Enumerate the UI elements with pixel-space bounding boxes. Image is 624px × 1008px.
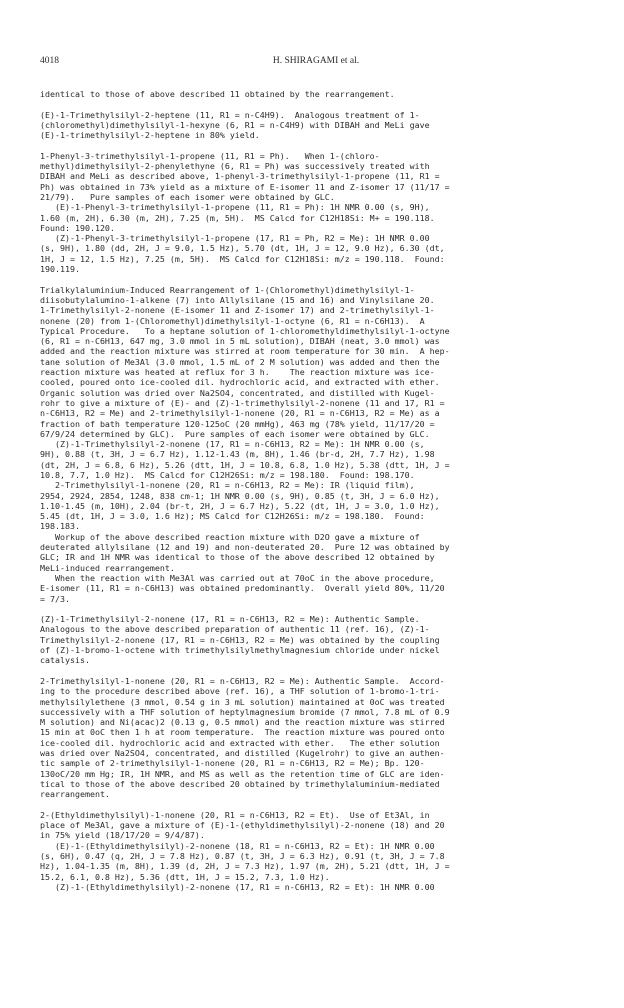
running-title: H. SHIRAGAMI et al.: [272, 56, 360, 66]
text-line: place of Me3Al, gave a mixture of (E)-1-(ethyldimethylsilyl)-2-nonene (18) and 20: [40, 820, 445, 831]
text-line: (E)-1-Trimethylsilyl-2-heptene (11, R1 = n-C4H9). Analogous treatment of 1-: [40, 109, 420, 120]
text-line: added and the reaction mixture was stirred at room temperature for 30 min. A hep-: [40, 346, 450, 357]
text-line: catalysis.: [40, 655, 90, 666]
text-line: MeLi-induced rearrangement.: [40, 562, 175, 573]
text-line: 15.2, 6.1, 0.8 Hz), 5.36 (dtt, 1H, J = 15.2, 7.3, 1.0 Hz).: [40, 871, 330, 882]
paragraph: [40, 110, 592, 141]
text-line: DIBAH and MeLi as described above, 1-phenyl-3-trimethylsilyl-1-propene (11, R1 =: [40, 171, 440, 182]
text-line: Organic solution was dried over Na2SO4, concentrated, and distilled with Kugel-: [40, 387, 435, 398]
text-line: Found: 190.120.: [40, 222, 115, 233]
paragraph: [40, 614, 592, 665]
text-line: identical to those of above described 11 obtained by the rearrangement.: [40, 89, 395, 99]
text-line: methyl)dimethylsilyl-2-phenylethyne (6, R1 = Ph) was successively treated with: [40, 161, 430, 172]
text-line: 1.10-1.45 (m, 10H), 2.04 (br-t, 2H, J = 6.7 Hz), 5.22 (dt, 1H, J = 3.0, 1.0 Hz),: [40, 500, 440, 511]
text-line: diisobutylalumino-1-alkene (7) into Allylsilane (15 and 16) and Vinylsilane 20.: [40, 294, 435, 305]
text-line: fraction of bath temperature 120-125oC (20 mmHg), 463 mg (78% yield, 11/17/20 =: [40, 418, 435, 429]
text-line: 15 min at 0oC then 1 h at room temperature. The reaction mixture was poured onto: [40, 727, 445, 738]
text-line: 2-(Ethyldimethylsilyl)-1-nonene (20, R1 = n-C6H13, R2 = Et). Use of Et3Al, in: [40, 809, 430, 820]
text-line: 2-Trimethylsilyl-1-nonene (20, R1 = n-C6H13, R2 = Me): IR (liquid film),: [40, 480, 415, 491]
text-line: 5.45 (dt, 1H, J = 3.0, 1.6 Hz); MS Calcd for C12H26Si: m/z = 198.180. Found:: [40, 511, 425, 522]
text-line: (Z)-1-(Ethyldimethylsilyl)-2-nonene (17, R1 = n-C6H13, R2 = Et): 1H NMR 0.00: [40, 881, 435, 892]
text-line: tane solution of Me3Al (3.0 mmol, 1.5 mL of 2 M solution) was added and then the: [40, 356, 440, 367]
text-line: 67/9/24 determined by GLC). Pure samples of each isomer were obtained by GLC.: [40, 428, 430, 439]
text-line: methylsilylethene (3 mmol, 0.54 g in 3 mL solution) maintained at 0oC was treated: [40, 696, 445, 707]
text-line: (s, 6H), 0.47 (q, 2H, J = 7.8 Hz), 0.87 (t, 3H, J = 6.3 Hz), 0.91 (t, 3H, J = 7.8: [40, 850, 445, 861]
text-line: successively with a THF solution of heptylmagnesium bromide (7 mmol, 7.8 mL of 0.9: [40, 706, 450, 717]
text-line: n-C6H13, R2 = Me) and 2-trimethylsilyl-1-nonene (20, R1 = n-C6H13, R2 = Me) as a: [40, 408, 440, 419]
text-line: (Z)-1-Trimethylsilyl-2-nonene (17, R1 = n-C6H13, R2 = Me): Authentic Sample.: [40, 614, 420, 625]
text-line: reaction mixture was heated at reflux for 3 h. The reaction mixture was ice-: [40, 367, 435, 378]
text-line: cooled, poured onto ice-cooled dil. hydrochloric acid, and extracted with ether.: [40, 377, 440, 388]
text-line: 190.119.: [40, 264, 80, 275]
text-line: (6, R1 = n-C6H13, 647 mg, 3.0 mmol in 5 mL solution), DIBAH (neat, 3.0 mmol) was: [40, 336, 440, 347]
text-line: GLC; IR and 1H NMR was identical to those of the above described 12 obtained by: [40, 552, 435, 563]
text-line: E-isomer (11, R1 = n-C6H13) was obtained predominantly. Overall yield 80%, 11/20: [40, 583, 445, 594]
text-line: 9H), 0.88 (t, 3H, J = 6.7 Hz), 1.12-1.43 (m, 8H), 1.46 (br-d, 2H, 7.7 Hz), 1.98: [40, 449, 435, 460]
text-line: (Z)-1-Trimethylsilyl-2-nonene (17, R1 = n-C6H13, R2 = Me): 1H NMR 0.00 (s,: [40, 439, 425, 450]
text-line: rearrangement.: [40, 789, 110, 800]
text-line: ice-cooled dil. hydrochloric acid and extracted with ether. The ether solution: [40, 737, 440, 748]
text-line: tic sample of 2-trimethylsilyl-1-nonene (20, R1 = n-C6H13, R2 = Me); Bp. 120-: [40, 758, 425, 769]
article-body: [40, 89, 592, 902]
text-line: 130oC/20 mm Hg; IR, 1H NMR, and MS as well as the retention time of GLC are iden-: [40, 768, 445, 779]
text-line: deuterated allylsilane (12 and 19) and non-deuterated 20. Pure 12 was obtained by: [40, 542, 450, 553]
paragraph: [40, 151, 592, 275]
text-line: 2-Trimethylsilyl-1-nonene (20, R1 = n-C6H13, R2 = Me): Authentic Sample. Accord-: [40, 675, 445, 686]
page-number: 4018: [40, 56, 59, 66]
text-line: Analogous to the above described preparation of authentic 11 (ref. 16), (Z)-1-: [40, 624, 430, 635]
text-line: (dt, 2H, J = 6.8, 6 Hz), 5.26 (dtt, 1H, J = 10.8, 6.8, 1.0 Hz), 5.38 (dtt, 1H, J =: [40, 459, 450, 470]
text-line: Trimethylsilyl-2-nonene (17, R1 = n-C6H13, R2 = Me) was obtained by the coupling: [40, 634, 440, 645]
text-line: in 75% yield (18/17/20 = 9/4/87).: [40, 830, 205, 841]
text-line: (chloromethyl)dimethylsilyl-1-hexyne (6, R1 = n-C4H9) with DIBAH and MeLi gave: [40, 119, 430, 130]
text-line: Ph) was obtained in 73% yield as a mixture of E-isomer 11 and Z-isomer 17 (11/17 =: [40, 181, 450, 192]
page-header: [40, 56, 592, 70]
text-line: tical to those of the above described 20 obtained by trimethylaluminium-mediated: [40, 778, 440, 789]
text-line: = 7/3.: [40, 593, 70, 604]
text-line: Hz), 1.04-1.35 (m, 8H), 1.39 (d, 2H, J = 7.3 Hz), 1.97 (m, 2H), 5.21 (dtt, 1H, J =: [40, 861, 450, 872]
text-line: Typical Procedure. To a heptane solution of 1-chloromethyldimethylsilyl-1-octyne: [40, 325, 450, 336]
text-line: Workup of the above described reaction mixture with D2O gave a mixture of: [40, 531, 420, 542]
text-line: (s, 9H), 1.80 (dd, 2H, J = 9.0, 1.5 Hz), 5.70 (dt, 1H, J = 12, 9.0 Hz), 6.30 (dt,: [40, 243, 445, 254]
text-line: (Z)-1-Phenyl-3-trimethylsilyl-1-propene (17, R1 = Ph, R2 = Me): 1H NMR 0.00: [40, 233, 430, 244]
text-line: 198.183.: [40, 521, 80, 532]
text-line: Trialkylaluminium-Induced Rearrangement of 1-(Chloromethyl)dimethylsilyl-1-: [40, 284, 415, 295]
paragraph: [40, 810, 592, 892]
text-line: (E)-1-(Ethyldimethylsilyl)-2-nonene (18, R1 = n-C6H13, R2 = Et): 1H NMR 0.00: [40, 840, 435, 851]
text-line: nonene (20) from 1-(Chloromethyl)dimethylsilyl-1-octyne (6, R1 = n-C6H13). A: [40, 315, 425, 326]
text-line: 1-Phenyl-3-trimethylsilyl-1-propene (11, R1 = Ph). When 1-(chloro-: [40, 150, 380, 161]
text-line: When the reaction with Me3Al was carried out at 70oC in the above procedure,: [40, 572, 435, 583]
text-line: rohr to give a mixture of (E)- and (Z)-1-trimethylsilyl-2-nonene (11 and 17, R1 =: [40, 397, 445, 408]
text-line: (E)-1-Phenyl-3-trimethylsilyl-1-propene (11, R1 = Ph): 1H NMR 0.00 (s, 9H),: [40, 202, 430, 213]
paragraph: [40, 676, 592, 800]
text-line: (E)-1-trimethylsilyl-2-heptene in 80% yield.: [40, 130, 260, 141]
text-line: ing to the procedure described above (ref. 16), a THF solution of 1-bromo-1-tri-: [40, 686, 440, 697]
text-line: 2954, 2924, 2854, 1248, 838 cm-1; 1H NMR 0.00 (s, 9H), 0.85 (t, 3H, J = 6.0 Hz),: [40, 490, 440, 501]
text-line: of (Z)-1-bromo-1-octene with trimethylsilylmethylmagnesium chloride under nickel: [40, 645, 440, 656]
paragraph: [40, 285, 592, 604]
text-line: was dried over Na2SO4, concentrated, and distilled (Kugelrohr) to give an authen-: [40, 748, 445, 758]
text-line: M solution) and Ni(acac)2 (0.13 g, 0.5 mmol) and the reaction mixture was stirred: [40, 717, 445, 728]
text-line: 1.60 (m, 2H), 6.30 (m, 2H), 7.25 (m, 5H). MS Calcd for C12H18Si: M+ = 190.118.: [40, 212, 435, 223]
text-line: 1-Trimethylsilyl-2-nonene (E-isomer 11 and Z-isomer 17) and 2-trimethylsilyl-1-: [40, 305, 435, 316]
text-line: 21/79). Pure samples of each isomer were obtained by GLC.: [40, 191, 335, 202]
text-line: 10.8, 7.7, 1.0 Hz). MS Calcd for C12H26Si: m/z = 198.180. Found: 198.170.: [40, 469, 415, 480]
text-line: 1H, J = 12, 1.5 Hz), 7.25 (m, 5H). MS Calcd for C12H18Si: m/z = 190.118. Found:: [40, 253, 445, 264]
paragraph: [40, 89, 592, 99]
